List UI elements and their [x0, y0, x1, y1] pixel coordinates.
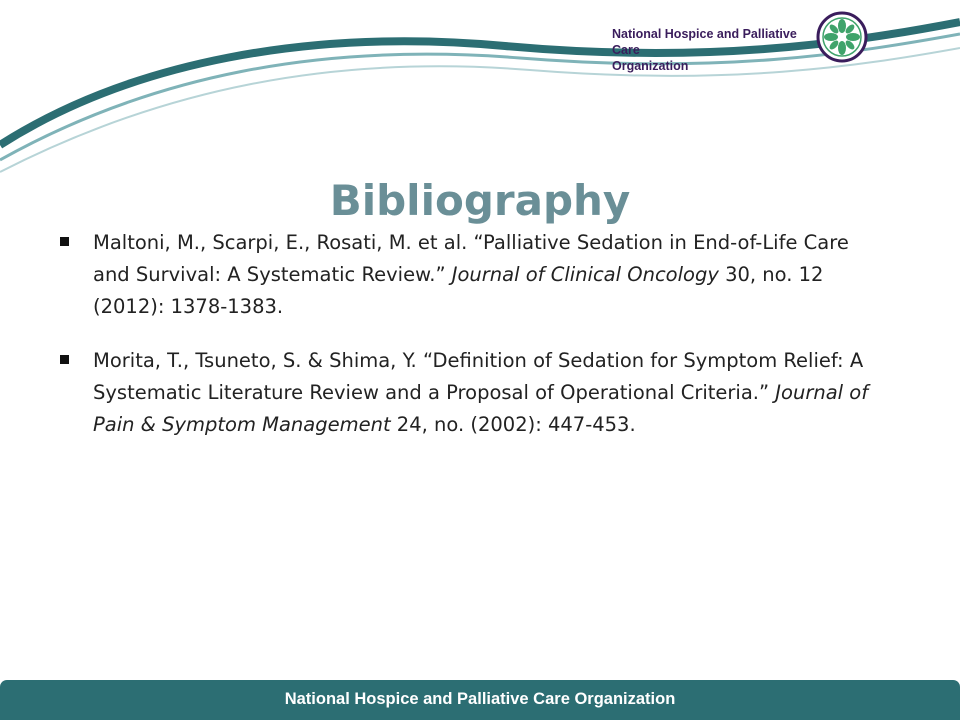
footer-bar [0, 680, 960, 720]
org-name-line2: Organization [612, 59, 689, 73]
list-item [60, 227, 890, 323]
journal-title: Journal of Pain & Symptom Management [93, 381, 869, 436]
org-header [612, 26, 812, 74]
citation-details: 30, no. 12 (2012): 1378-1383. [93, 263, 824, 318]
square-bullet-icon [60, 355, 69, 364]
citation-text: Morita, T., Tsuneto, S. & Shima, Y. “Definition of Sedation for Symptom Relief: A Systematic Literature Review and a Proposal of Operational Criteria.” [93, 349, 864, 404]
square-bullet-icon [60, 237, 69, 246]
page-title: Bibliography [329, 176, 631, 226]
citation-text: Maltoni, M., Scarpi, E., Rosati, M. et al. “Palliative Sedation in End-of-Life Care and Survival: A Systematic Review.” [93, 231, 849, 286]
journal-title: Journal of Clinical Oncology [451, 263, 719, 286]
footer-org-name: National Hospice and Palliative Care Organization [284, 690, 676, 708]
citation-details: 24, no. (2002): 447-453. [390, 413, 636, 436]
org-name-line1: National Hospice and Palliative Care [612, 27, 797, 57]
bibliography-list [60, 227, 890, 463]
list-item [60, 345, 890, 441]
nhpco-flower-logo-icon [815, 10, 869, 64]
